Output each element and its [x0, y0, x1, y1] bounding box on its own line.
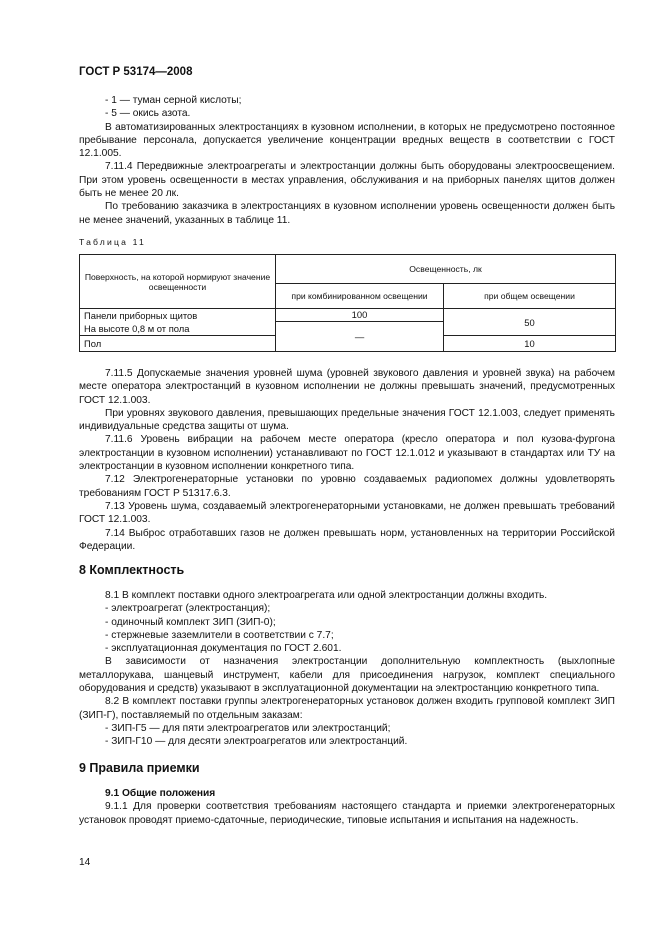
illumination-table: [79, 254, 616, 352]
table-header-general: при общем освещении: [444, 284, 616, 309]
table-cell-label: Пол: [80, 336, 276, 352]
page-number: 14: [79, 857, 91, 868]
paragraph: 7.13 Уровень шума, создаваемый электрогенераторными установками, не должен превышать требований ГОСТ 12.1.003.: [79, 500, 615, 526]
paragraph: 7.14 Выброс отработавших газов не должен превышать норм, установленных на территории Российской Федерации.: [79, 527, 615, 552]
table-cell-label: На высоте 0,8 м от пола: [80, 321, 276, 336]
section-8-heading: 8 Комплектность: [79, 563, 185, 577]
paragraph: В зависимости от назначения электростанции дополнительную комплектность (выхлопные металлорукава, шанцевый инструмент, кабели для присоединения нагрузок, комплект специального оборудования и средств) указывают в эксплуатационной документации на электростанцию конкретного типа.: [79, 656, 615, 695]
list-item: - ЗИП-Г5 — для пяти электроагрегатов или электростанций;: [105, 722, 391, 734]
table-cell-combined: 100: [276, 309, 444, 322]
section-9-body: [79, 787, 615, 827]
paragraph: В автоматизированных электростанциях в кузовном исполнении, в которых не предусмотрено постоянное пребывание персонала, допускается увеличение концентрации вредных веществ в соответствии с ГОСТ 12.1.005.: [79, 121, 615, 160]
list-item: - стержневые заземлители в соответствии с 7.7;: [105, 629, 334, 641]
paragraph: 8.2 В комплект поставки группы электрогенераторных установок должен входить групповой комплект ЗИП (ЗИП-Г), поставляемый по отдельным заказам:: [79, 696, 615, 721]
list-item: - ЗИП-Г10 — для десяти электроагрегатов или электростанций.: [105, 736, 408, 748]
section-8-body: [79, 589, 615, 749]
section-9-heading: 9 Правила приемки: [79, 761, 200, 775]
table-cell-general: 10: [444, 336, 616, 352]
paragraph: 7.11.5 Допускаемые значения уровней шума (уровней звукового давления и уровней звука) на рабочем месте оператора электростанций в кузовном исполнении не должны превышать значений, предусмотренных ГОСТ 12.1.003.: [79, 368, 615, 406]
paragraph: По требованию заказчика в электростанциях в кузовном исполнении уровень освещенности должен быть не менее значений, указанных в таблице 11.: [79, 201, 615, 226]
list-item: - 5 — окись азота.: [105, 108, 191, 120]
table-cell-label: Панели приборных щитов: [80, 309, 276, 322]
text-block-1: [79, 94, 615, 227]
table-caption: Таблица 11: [79, 237, 147, 247]
paragraph: При уровнях звукового давления, превышающих предельные значения ГОСТ 12.1.003, следует применять индивидуальные средства защиты от шума.: [79, 407, 615, 433]
table-header-combined: при комбинированном освещении: [276, 284, 444, 309]
table-cell-general: 50: [444, 309, 616, 336]
table-header-surface: Поверхность, на которой нормируют значение освещенности: [80, 255, 276, 309]
paragraph: 8.1 В комплект поставки одного электроагрегата или одной электростанции должны входить.: [105, 590, 548, 601]
table-cell-combined: —: [276, 321, 444, 351]
list-item: - 1 — туман серной кислоты;: [105, 95, 242, 106]
subsection-heading: 9.1 Общие положения: [105, 788, 216, 799]
paragraph: 7.12 Электрогенераторные установки по уровню создаваемых радиопомех должны удовлетворять требованиям ГОСТ Р 51317.6.3.: [79, 474, 615, 499]
table-header-illumination: Освещенность, лк: [276, 255, 616, 284]
paragraph: 9.1.1 Для проверки соответствия требованиям настоящего стандарта и приемки электрогенераторных установок проводят приемо-сдаточные, периодические, типовые испытания и испытания на надежность.: [79, 801, 615, 826]
list-item: - одиночный комплект ЗИП (ЗИП-0);: [105, 616, 276, 628]
document-header: ГОСТ Р 53174—2008: [79, 66, 193, 78]
paragraph: 7.11.4 Передвижные электроагрегаты и электростанции должны быть оборудованы электроосвещением. При этом уровень освещенности в местах управления, обслуживания и на приборных панелях щитов должен быть не менее 20 лк.: [79, 161, 615, 200]
paragraph: 7.11.6 Уровень вибрации на рабочем месте оператора (кресло оператора и пол кузова-фургона электростанции в кузовном исполнении) устанавливают по ГОСТ 12.1.012 и указывают в стандартах или ТУ на электростанции в кузовном исполнении конкретного типа.: [79, 434, 615, 473]
text-block-2: [79, 367, 615, 553]
list-item: - электроагрегат (электростанция);: [105, 603, 271, 615]
list-item: - эксплуатационная документация по ГОСТ 2.601.: [105, 643, 342, 655]
